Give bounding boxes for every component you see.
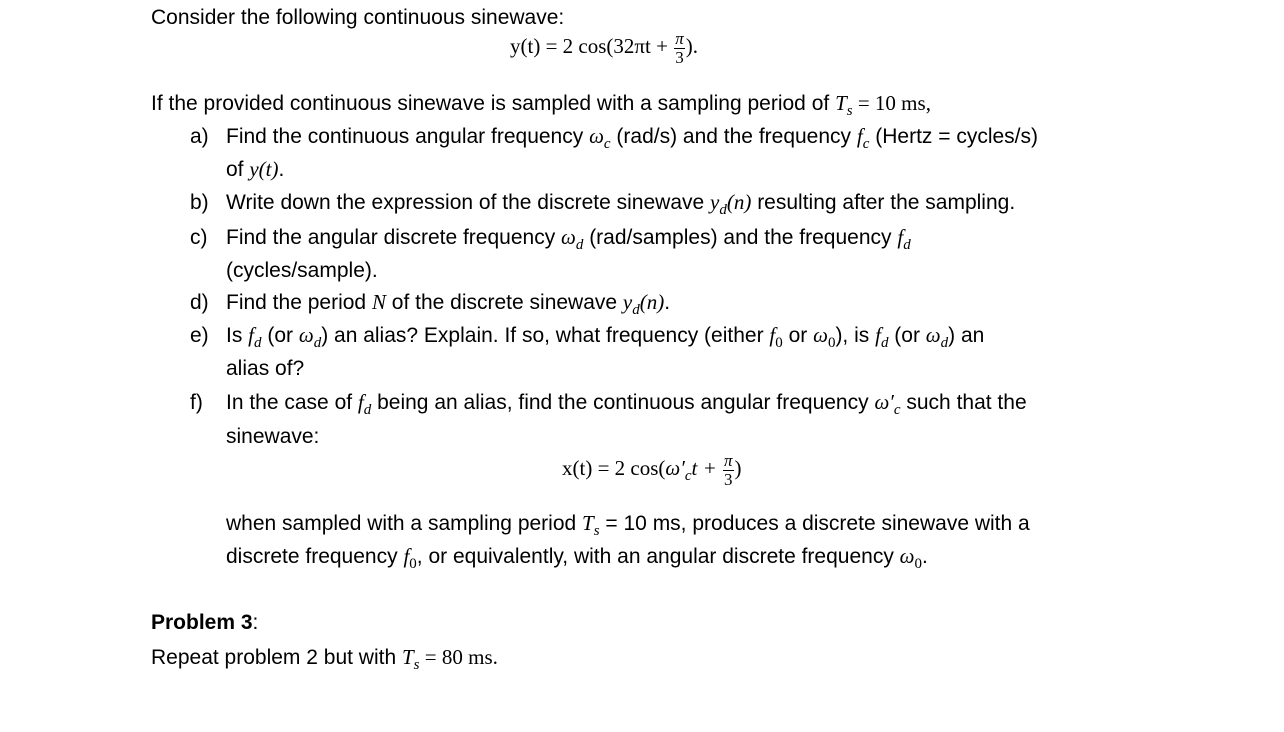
- item-f-fd: f: [357, 390, 364, 414]
- item-e-fd2-sub: d: [880, 335, 889, 351]
- intro-label: Consider the following continuous sinewave:: [151, 6, 565, 29]
- item-e-text2: (or: [261, 324, 299, 347]
- item-d-text3: .: [664, 291, 671, 314]
- item-e-wd: ω: [298, 323, 314, 347]
- eq2-fraction: [723, 452, 734, 489]
- omega-d: ω: [561, 225, 576, 249]
- equation-x: [562, 452, 742, 489]
- item-b: [190, 190, 1015, 219]
- item-f-line4-w0-sub: 0: [914, 556, 922, 572]
- item-d-label: d): [190, 291, 209, 314]
- item-e-text7: ) an: [948, 324, 985, 347]
- eq2-frac-num: π: [724, 451, 733, 470]
- item-f-line3-post: = 10 ms, produces a discrete sinewave with a: [599, 512, 1030, 535]
- item-c-text2: (rad/samples) and the frequency: [583, 226, 898, 249]
- item-f-line3-pre: when sampled with a sampling period: [226, 512, 583, 535]
- item-f-line4-post: .: [922, 545, 928, 568]
- item-b-text1: Write down the expression of the discrete sinewave: [226, 191, 711, 214]
- item-e-f0-sub: 0: [775, 335, 783, 351]
- item-a-line2: [226, 157, 284, 182]
- item-f-label: f): [190, 391, 203, 414]
- item-a-label: a): [190, 125, 209, 148]
- item-e-wd2-sub: d: [940, 335, 949, 351]
- omega-c-prime: ω′: [874, 390, 894, 414]
- eq1-lhs: y(t) = 2 cos(32πt +: [510, 34, 674, 59]
- problem3-title: Problem 3: [151, 611, 253, 634]
- item-a-text2: (rad/s) and the frequency: [610, 125, 857, 148]
- item-f-line2: [226, 424, 319, 449]
- item-f-line4-pre: discrete frequency: [226, 545, 404, 568]
- item-e-text3: ) an alias? Explain. If so, what frequency (either: [321, 324, 770, 347]
- equation-y: [510, 30, 698, 67]
- item-e-wd2: ω: [925, 323, 941, 347]
- eq1-frac-den: 3: [675, 47, 684, 67]
- item-f-line4-w0: ω: [899, 544, 915, 568]
- sampling-value: = 10 ms,: [852, 91, 931, 115]
- item-e-w0: ω: [813, 323, 828, 347]
- item-d: [190, 290, 670, 319]
- item-d-text2: of the discrete sinewave: [385, 291, 623, 314]
- intro-text: [151, 5, 564, 30]
- item-a: [190, 124, 1038, 153]
- item-e-line2: [226, 356, 304, 381]
- item-a-yt: y(t): [249, 157, 279, 181]
- item-f-line4-mid: , or equivalently, with an angular discrete frequency: [416, 545, 900, 568]
- item-a-line2-pre: of: [226, 158, 250, 181]
- sampling-T-sub: s: [846, 103, 853, 119]
- item-e-f0: f: [769, 323, 776, 347]
- item-b-arg: (n): [726, 190, 752, 214]
- item-b-label: b): [190, 191, 209, 214]
- problem3-text-pre: Repeat problem 2 but with: [151, 646, 402, 669]
- problem3-T: T: [401, 645, 414, 669]
- problem3-heading: [151, 610, 258, 635]
- item-f-text2: being an alias, find the continuous angular frequency: [371, 391, 875, 414]
- item-f-line4: [226, 544, 928, 573]
- item-c: [190, 225, 911, 254]
- item-c-label: c): [190, 226, 208, 249]
- eq2-t: t +: [691, 456, 723, 481]
- item-d-arg: (n): [639, 290, 665, 314]
- item-e-fd: f: [248, 323, 255, 347]
- eq1-frac-num: π: [675, 29, 684, 48]
- item-b-text2: resulting after the sampling.: [751, 191, 1016, 214]
- sampling-statement: [151, 91, 931, 120]
- problem3-colon: :: [252, 611, 259, 634]
- eq2-frac-den: 3: [724, 469, 733, 489]
- item-c-line2-text: (cycles/sample).: [226, 259, 378, 282]
- item-c-line2: [226, 258, 378, 283]
- item-f-line3: [226, 511, 1030, 540]
- problem3-value: = 80 ms.: [419, 645, 498, 669]
- sampling-text: If the provided continuous sinewave is sampled with a sampling period of: [151, 92, 836, 115]
- eq1-rhs: ).: [685, 34, 698, 59]
- sampling-T: T: [835, 91, 847, 115]
- item-e-wd-sub: d: [313, 335, 322, 351]
- period-N: N: [371, 290, 386, 314]
- freq-c-sub: c: [862, 136, 870, 152]
- item-b-y: y: [710, 190, 720, 214]
- item-a-line2-post: .: [278, 158, 285, 181]
- item-d-text1: Find the period: [226, 291, 372, 314]
- item-d-y: y: [622, 290, 633, 314]
- item-f-fd-sub: d: [363, 402, 372, 418]
- item-e-label: e): [190, 324, 209, 347]
- problem3-text: [151, 645, 498, 674]
- eq2-omega: ω′: [665, 456, 685, 481]
- item-e-text6: (or: [888, 324, 926, 347]
- item-e-text5: ), is: [835, 324, 876, 347]
- eq2-lhs: x(t) = 2 cos(: [562, 456, 666, 481]
- item-f: [190, 390, 1027, 419]
- omega-c-prime-sub: c: [893, 402, 901, 418]
- item-a-text1: Find the continuous angular frequency: [226, 125, 590, 148]
- item-f-line2-text: sinewave:: [226, 425, 320, 448]
- item-e: [190, 323, 984, 352]
- omega-d-sub: d: [575, 237, 584, 253]
- item-b-y-sub: d: [719, 202, 727, 218]
- freq-d-sub: d: [903, 237, 911, 253]
- eq2-rhs: ): [734, 456, 742, 481]
- item-e-line2-text: alias of?: [226, 357, 305, 380]
- eq2-omega-sub: c: [684, 468, 692, 485]
- omega-c: ω: [589, 124, 604, 148]
- item-f-line3-T: T: [582, 511, 594, 535]
- item-f-line3-T-sub: s: [593, 523, 600, 539]
- item-f-line4-f0: f: [403, 544, 410, 568]
- item-e-fd2: f: [875, 323, 881, 347]
- item-f-line4-f0-sub: 0: [409, 556, 417, 572]
- eq1-fraction: [674, 30, 685, 67]
- item-e-fd-sub: d: [254, 335, 262, 351]
- item-f-text1: In the case of: [226, 391, 358, 414]
- item-e-text1: Is: [226, 324, 249, 347]
- item-e-w0-sub: 0: [827, 335, 836, 351]
- item-f-text3: such that the: [900, 391, 1027, 414]
- freq-d: f: [897, 225, 904, 249]
- freq-c: f: [856, 124, 863, 148]
- omega-c-sub: c: [603, 136, 611, 152]
- problem3-T-sub: s: [413, 657, 420, 673]
- item-a-text3: (Hertz = cycles/s): [869, 125, 1039, 148]
- item-c-text1: Find the angular discrete frequency: [226, 226, 562, 249]
- item-e-text4: or: [782, 324, 814, 347]
- item-d-y-sub: d: [632, 302, 640, 318]
